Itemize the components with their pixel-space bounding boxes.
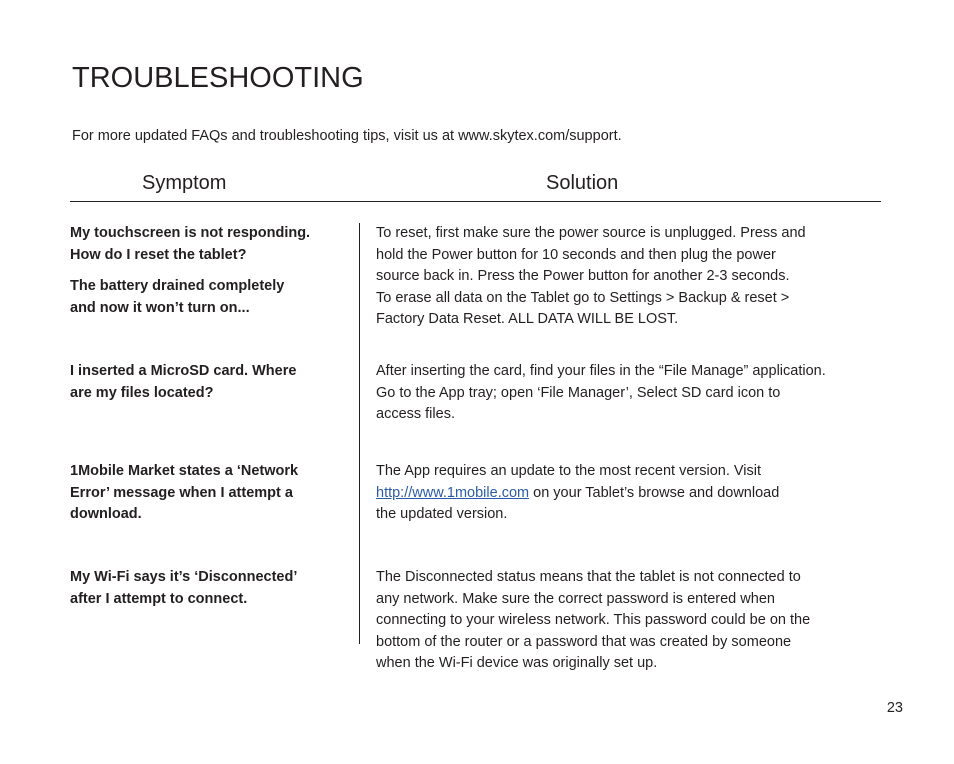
symptom-microsd: I inserted a MicroSD card. Where are my files located? <box>70 363 297 401</box>
page-number: 23 <box>886 700 903 716</box>
column-divider <box>359 223 360 644</box>
solution-network-error: The App requires an update to the most recent version. Visit http://www.1mobile.com on your Tablet’s browse and download the updated version. <box>376 463 780 522</box>
symptom-battery: The battery drained completely and now it won’t turn on... <box>70 278 285 316</box>
intro-text: For more updated FAQs and troubleshooting tips, visit us at www.skytex.com/support. <box>72 128 622 144</box>
solution-wifi: The Disconnected status means that the tablet is not connected to any network. Make sure the correct password is entered when connecting to your wireless network. This password could be on the bottom of the router or a password that was created by someone when the Wi-Fi device was originally set up. <box>376 569 811 671</box>
solution-column-header: Solution <box>546 172 619 194</box>
symptom-network-error: 1Mobile Market states a ‘Network Error’ message when I attempt a download. <box>70 463 299 522</box>
page-title: TROUBLESHOOTING <box>72 62 364 94</box>
solution-reset: To reset, first make sure the power source is unplugged. Press and hold the Power button for 10 seconds and then plug the power source back in. Press the Power button for another 2-3 seconds. To erase all data on the Tablet go to Settings > Backup & reset > Factory Data Reset. ALL DATA WILL BE LOST. <box>376 225 806 327</box>
solution-microsd: After inserting the card, find your files in the “File Manage” application. Go to the App tray; open ‘File Manager’, Select SD card icon to access files. <box>376 363 826 422</box>
header-rule <box>70 201 881 202</box>
1mobile-link[interactable]: http://www.1mobile.com <box>376 484 530 501</box>
symptom-wifi: My Wi-Fi says it’s ‘Disconnected’ after I attempt to connect. <box>70 569 298 607</box>
symptom-column-header: Symptom <box>142 172 227 194</box>
symptom-touchscreen: My touchscreen is not responding. How do I reset the tablet? <box>70 225 311 263</box>
